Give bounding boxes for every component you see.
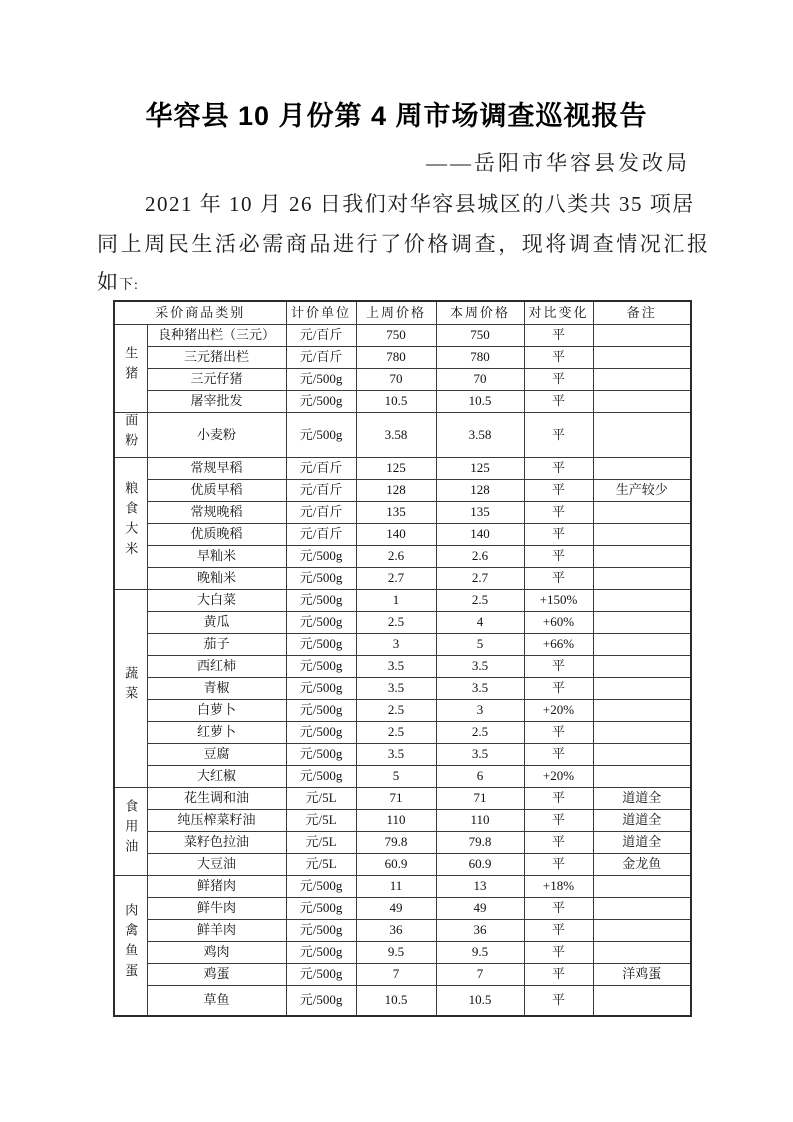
note-cell: 生产较少 bbox=[593, 480, 691, 502]
pricing-unit-cell: 元/百斤 bbox=[286, 458, 356, 480]
last-week-price-cell: 140 bbox=[356, 524, 436, 546]
this-week-price-cell: 9.5 bbox=[436, 942, 524, 964]
pricing-unit-cell: 元/百斤 bbox=[286, 524, 356, 546]
pricing-unit-cell: 元/5L bbox=[286, 810, 356, 832]
change-cell: 平 bbox=[524, 524, 593, 546]
pricing-unit-cell: 元/500g bbox=[286, 920, 356, 942]
this-week-price-cell: 3.5 bbox=[436, 744, 524, 766]
pricing-unit-cell: 元/百斤 bbox=[286, 480, 356, 502]
this-week-price-cell: 79.8 bbox=[436, 832, 524, 854]
intro-paragraph-line-3-rest: 下: bbox=[119, 278, 139, 293]
pricing-unit-cell: 元/500g bbox=[286, 700, 356, 722]
pricing-unit-cell: 元/百斤 bbox=[286, 324, 356, 346]
note-cell: 金龙鱼 bbox=[593, 854, 691, 876]
this-week-price-cell: 125 bbox=[436, 458, 524, 480]
this-week-price-cell: 128 bbox=[436, 480, 524, 502]
product-name-cell: 青椒 bbox=[147, 678, 286, 700]
note-cell bbox=[593, 744, 691, 766]
product-name-cell: 鲜猪肉 bbox=[147, 876, 286, 898]
pricing-unit-cell: 元/500g bbox=[286, 964, 356, 986]
last-week-price-cell: 2.6 bbox=[356, 546, 436, 568]
pricing-unit-cell: 元/500g bbox=[286, 390, 356, 412]
product-name-cell: 西红柿 bbox=[147, 656, 286, 678]
note-cell bbox=[593, 700, 691, 722]
last-week-price-cell: 3.5 bbox=[356, 656, 436, 678]
last-week-price-cell: 2.5 bbox=[356, 722, 436, 744]
pricing-unit-cell: 元/500g bbox=[286, 590, 356, 612]
product-name-cell: 豆腐 bbox=[147, 744, 286, 766]
change-cell: 平 bbox=[524, 788, 593, 810]
note-cell bbox=[593, 524, 691, 546]
this-week-price-cell: 2.5 bbox=[436, 722, 524, 744]
last-week-price-cell: 7 bbox=[356, 964, 436, 986]
category-cell bbox=[114, 876, 147, 1016]
change-cell: 平 bbox=[524, 832, 593, 854]
product-name-cell: 三元仔猪 bbox=[147, 368, 286, 390]
table-row bbox=[114, 324, 691, 346]
last-week-price-cell: 49 bbox=[356, 898, 436, 920]
product-name-cell: 草鱼 bbox=[147, 986, 286, 1016]
change-cell: 平 bbox=[524, 810, 593, 832]
this-week-price-cell: 110 bbox=[436, 810, 524, 832]
change-cell: 平 bbox=[524, 722, 593, 744]
header-pricing-unit: 计价单位 bbox=[286, 301, 356, 324]
this-week-price-cell: 10.5 bbox=[436, 390, 524, 412]
table-row bbox=[114, 390, 691, 412]
pricing-unit-cell: 元/500g bbox=[286, 656, 356, 678]
this-week-price-cell: 2.6 bbox=[436, 546, 524, 568]
pricing-unit-cell: 元/500g bbox=[286, 898, 356, 920]
table-header-row bbox=[114, 301, 691, 324]
this-week-price-cell: 140 bbox=[436, 524, 524, 546]
last-week-price-cell: 71 bbox=[356, 788, 436, 810]
pricing-unit-cell: 元/5L bbox=[286, 788, 356, 810]
product-name-cell: 红萝卜 bbox=[147, 722, 286, 744]
pricing-unit-cell: 元/500g bbox=[286, 986, 356, 1016]
category-label: 蔬菜 bbox=[123, 666, 139, 707]
table-row bbox=[114, 722, 691, 744]
this-week-price-cell: 7 bbox=[436, 964, 524, 986]
intro-paragraph-line-1: 2021 年 10 月 26 日我们对华容县城区的八类共 35 项居 bbox=[145, 192, 695, 216]
table-row bbox=[114, 612, 691, 634]
change-cell: 平 bbox=[524, 898, 593, 920]
header-this-week-price: 本周价格 bbox=[436, 301, 524, 324]
note-cell bbox=[593, 390, 691, 412]
table-row bbox=[114, 788, 691, 810]
change-cell: 平 bbox=[524, 324, 593, 346]
table-row bbox=[114, 678, 691, 700]
pricing-unit-cell: 元/500g bbox=[286, 722, 356, 744]
last-week-price-cell: 9.5 bbox=[356, 942, 436, 964]
this-week-price-cell: 49 bbox=[436, 898, 524, 920]
note-cell bbox=[593, 766, 691, 788]
category-cell bbox=[114, 324, 147, 412]
change-cell: 平 bbox=[524, 346, 593, 368]
change-cell: 平 bbox=[524, 744, 593, 766]
intro-paragraph-line-3 bbox=[97, 266, 690, 296]
note-cell: 道道全 bbox=[593, 788, 691, 810]
table-row bbox=[114, 524, 691, 546]
last-week-price-cell: 3 bbox=[356, 634, 436, 656]
change-cell: +20% bbox=[524, 766, 593, 788]
note-cell bbox=[593, 568, 691, 590]
table-row bbox=[114, 920, 691, 942]
pricing-unit-cell: 元/500g bbox=[286, 634, 356, 656]
table-row bbox=[114, 810, 691, 832]
last-week-price-cell: 10.5 bbox=[356, 986, 436, 1016]
last-week-price-cell: 110 bbox=[356, 810, 436, 832]
table-row bbox=[114, 986, 691, 1016]
pricing-unit-cell: 元/百斤 bbox=[286, 502, 356, 524]
pricing-unit-cell: 元/500g bbox=[286, 876, 356, 898]
pricing-unit-cell: 元/500g bbox=[286, 942, 356, 964]
change-cell: +66% bbox=[524, 634, 593, 656]
this-week-price-cell: 3.58 bbox=[436, 412, 524, 458]
this-week-price-cell: 135 bbox=[436, 502, 524, 524]
note-cell bbox=[593, 368, 691, 390]
product-name-cell: 鲜羊肉 bbox=[147, 920, 286, 942]
change-cell: +150% bbox=[524, 590, 593, 612]
product-name-cell: 晚籼米 bbox=[147, 568, 286, 590]
note-cell bbox=[593, 346, 691, 368]
change-cell: +20% bbox=[524, 700, 593, 722]
note-cell bbox=[593, 412, 691, 458]
header-change: 对比变化 bbox=[524, 301, 593, 324]
change-cell: 平 bbox=[524, 546, 593, 568]
note-cell bbox=[593, 656, 691, 678]
this-week-price-cell: 36 bbox=[436, 920, 524, 942]
table-row bbox=[114, 942, 691, 964]
table-row bbox=[114, 368, 691, 390]
note-cell bbox=[593, 458, 691, 480]
change-cell: 平 bbox=[524, 458, 593, 480]
table-row bbox=[114, 590, 691, 612]
note-cell bbox=[593, 942, 691, 964]
last-week-price-cell: 60.9 bbox=[356, 854, 436, 876]
this-week-price-cell: 750 bbox=[436, 324, 524, 346]
table-row bbox=[114, 898, 691, 920]
product-name-cell: 大豆油 bbox=[147, 854, 286, 876]
note-cell: 洋鸡蛋 bbox=[593, 964, 691, 986]
change-cell: 平 bbox=[524, 390, 593, 412]
this-week-price-cell: 2.5 bbox=[436, 590, 524, 612]
table-row bbox=[114, 480, 691, 502]
product-name-cell: 鸡肉 bbox=[147, 942, 286, 964]
product-name-cell: 大白菜 bbox=[147, 590, 286, 612]
change-cell: 平 bbox=[524, 656, 593, 678]
price-survey-table bbox=[113, 300, 692, 1017]
note-cell bbox=[593, 920, 691, 942]
category-cell bbox=[114, 412, 147, 458]
table-row bbox=[114, 700, 691, 722]
note-cell bbox=[593, 634, 691, 656]
category-label: 面粉 bbox=[123, 412, 139, 453]
last-week-price-cell: 1 bbox=[356, 590, 436, 612]
change-cell: 平 bbox=[524, 502, 593, 524]
last-week-price-cell: 5 bbox=[356, 766, 436, 788]
table-row bbox=[114, 412, 691, 458]
this-week-price-cell: 70 bbox=[436, 368, 524, 390]
product-name-cell: 大红椒 bbox=[147, 766, 286, 788]
table-row bbox=[114, 656, 691, 678]
last-week-price-cell: 2.5 bbox=[356, 612, 436, 634]
last-week-price-cell: 3.58 bbox=[356, 412, 436, 458]
this-week-price-cell: 780 bbox=[436, 346, 524, 368]
product-name-cell: 屠宰批发 bbox=[147, 390, 286, 412]
product-name-cell: 三元猪出栏 bbox=[147, 346, 286, 368]
change-cell: 平 bbox=[524, 412, 593, 458]
intro-paragraph-line-3-lead: 如 bbox=[97, 270, 119, 294]
table-row bbox=[114, 964, 691, 986]
product-name-cell: 常规晚稻 bbox=[147, 502, 286, 524]
document-author-line: ——岳阳市华容县发改局 bbox=[426, 151, 690, 175]
this-week-price-cell: 60.9 bbox=[436, 854, 524, 876]
table-row bbox=[114, 546, 691, 568]
pricing-unit-cell: 元/500g bbox=[286, 766, 356, 788]
note-cell bbox=[593, 612, 691, 634]
note-cell bbox=[593, 722, 691, 744]
pricing-unit-cell: 元/500g bbox=[286, 546, 356, 568]
this-week-price-cell: 2.7 bbox=[436, 568, 524, 590]
note-cell: 道道全 bbox=[593, 832, 691, 854]
this-week-price-cell: 3.5 bbox=[436, 678, 524, 700]
last-week-price-cell: 3.5 bbox=[356, 678, 436, 700]
change-cell: 平 bbox=[524, 854, 593, 876]
note-cell bbox=[593, 590, 691, 612]
note-cell bbox=[593, 546, 691, 568]
category-label: 粮食大米 bbox=[123, 481, 139, 562]
category-label: 肉禽鱼蛋 bbox=[123, 902, 139, 984]
product-name-cell: 茄子 bbox=[147, 634, 286, 656]
this-week-price-cell: 13 bbox=[436, 876, 524, 898]
page-title: 华容县 10 月份第 4 周市场调查巡视报告 bbox=[145, 101, 648, 131]
this-week-price-cell: 6 bbox=[436, 766, 524, 788]
table-row bbox=[114, 458, 691, 480]
last-week-price-cell: 780 bbox=[356, 346, 436, 368]
category-cell bbox=[114, 458, 147, 590]
product-name-cell: 小麦粉 bbox=[147, 412, 286, 458]
table-row bbox=[114, 744, 691, 766]
product-name-cell: 鲜牛肉 bbox=[147, 898, 286, 920]
last-week-price-cell: 11 bbox=[356, 876, 436, 898]
category-cell bbox=[114, 788, 147, 876]
table-row bbox=[114, 832, 691, 854]
pricing-unit-cell: 元/500g bbox=[286, 412, 356, 458]
note-cell bbox=[593, 502, 691, 524]
this-week-price-cell: 3 bbox=[436, 700, 524, 722]
product-name-cell: 常规早稻 bbox=[147, 458, 286, 480]
this-week-price-cell: 4 bbox=[436, 612, 524, 634]
this-week-price-cell: 10.5 bbox=[436, 986, 524, 1016]
last-week-price-cell: 2.7 bbox=[356, 568, 436, 590]
last-week-price-cell: 128 bbox=[356, 480, 436, 502]
pricing-unit-cell: 元/百斤 bbox=[286, 346, 356, 368]
category-cell bbox=[114, 590, 147, 788]
pricing-unit-cell: 元/500g bbox=[286, 612, 356, 634]
change-cell: 平 bbox=[524, 480, 593, 502]
table-row bbox=[114, 346, 691, 368]
this-week-price-cell: 5 bbox=[436, 634, 524, 656]
change-cell: 平 bbox=[524, 964, 593, 986]
last-week-price-cell: 135 bbox=[356, 502, 436, 524]
table-row bbox=[114, 876, 691, 898]
product-name-cell: 纯压榨菜籽油 bbox=[147, 810, 286, 832]
last-week-price-cell: 3.5 bbox=[356, 744, 436, 766]
table-row bbox=[114, 634, 691, 656]
change-cell: 平 bbox=[524, 678, 593, 700]
note-cell bbox=[593, 986, 691, 1016]
change-cell: 平 bbox=[524, 986, 593, 1016]
note-cell bbox=[593, 898, 691, 920]
product-name-cell: 菜籽色拉油 bbox=[147, 832, 286, 854]
note-cell bbox=[593, 324, 691, 346]
last-week-price-cell: 125 bbox=[356, 458, 436, 480]
last-week-price-cell: 79.8 bbox=[356, 832, 436, 854]
header-note: 备注 bbox=[593, 301, 691, 324]
table-row bbox=[114, 766, 691, 788]
product-name-cell: 优质晚稻 bbox=[147, 524, 286, 546]
table-row bbox=[114, 502, 691, 524]
header-commodity-category: 采价商品类别 bbox=[114, 301, 286, 324]
pricing-unit-cell: 元/500g bbox=[286, 568, 356, 590]
note-cell bbox=[593, 876, 691, 898]
pricing-unit-cell: 元/500g bbox=[286, 678, 356, 700]
note-cell: 道道全 bbox=[593, 810, 691, 832]
note-cell bbox=[593, 678, 691, 700]
last-week-price-cell: 36 bbox=[356, 920, 436, 942]
table-row bbox=[114, 568, 691, 590]
pricing-unit-cell: 元/5L bbox=[286, 854, 356, 876]
product-name-cell: 良种猪出栏（三元） bbox=[147, 324, 286, 346]
change-cell: 平 bbox=[524, 942, 593, 964]
product-name-cell: 花生调和油 bbox=[147, 788, 286, 810]
change-cell: 平 bbox=[524, 568, 593, 590]
category-label: 食用油 bbox=[123, 799, 139, 860]
this-week-price-cell: 3.5 bbox=[436, 656, 524, 678]
change-cell: 平 bbox=[524, 920, 593, 942]
change-cell: +18% bbox=[524, 876, 593, 898]
pricing-unit-cell: 元/500g bbox=[286, 744, 356, 766]
last-week-price-cell: 750 bbox=[356, 324, 436, 346]
category-label: 生猪 bbox=[123, 345, 139, 387]
last-week-price-cell: 70 bbox=[356, 368, 436, 390]
change-cell: +60% bbox=[524, 612, 593, 634]
product-name-cell: 鸡蛋 bbox=[147, 964, 286, 986]
change-cell: 平 bbox=[524, 368, 593, 390]
product-name-cell: 早籼米 bbox=[147, 546, 286, 568]
pricing-unit-cell: 元/5L bbox=[286, 832, 356, 854]
this-week-price-cell: 71 bbox=[436, 788, 524, 810]
last-week-price-cell: 2.5 bbox=[356, 700, 436, 722]
product-name-cell: 黄瓜 bbox=[147, 612, 286, 634]
intro-paragraph-line-2: 同上周民生活必需商品进行了价格调查，现将调查情况汇报 bbox=[97, 232, 711, 256]
table-row bbox=[114, 854, 691, 876]
header-last-week-price: 上周价格 bbox=[356, 301, 436, 324]
last-week-price-cell: 10.5 bbox=[356, 390, 436, 412]
product-name-cell: 白萝卜 bbox=[147, 700, 286, 722]
pricing-unit-cell: 元/500g bbox=[286, 368, 356, 390]
product-name-cell: 优质早稻 bbox=[147, 480, 286, 502]
